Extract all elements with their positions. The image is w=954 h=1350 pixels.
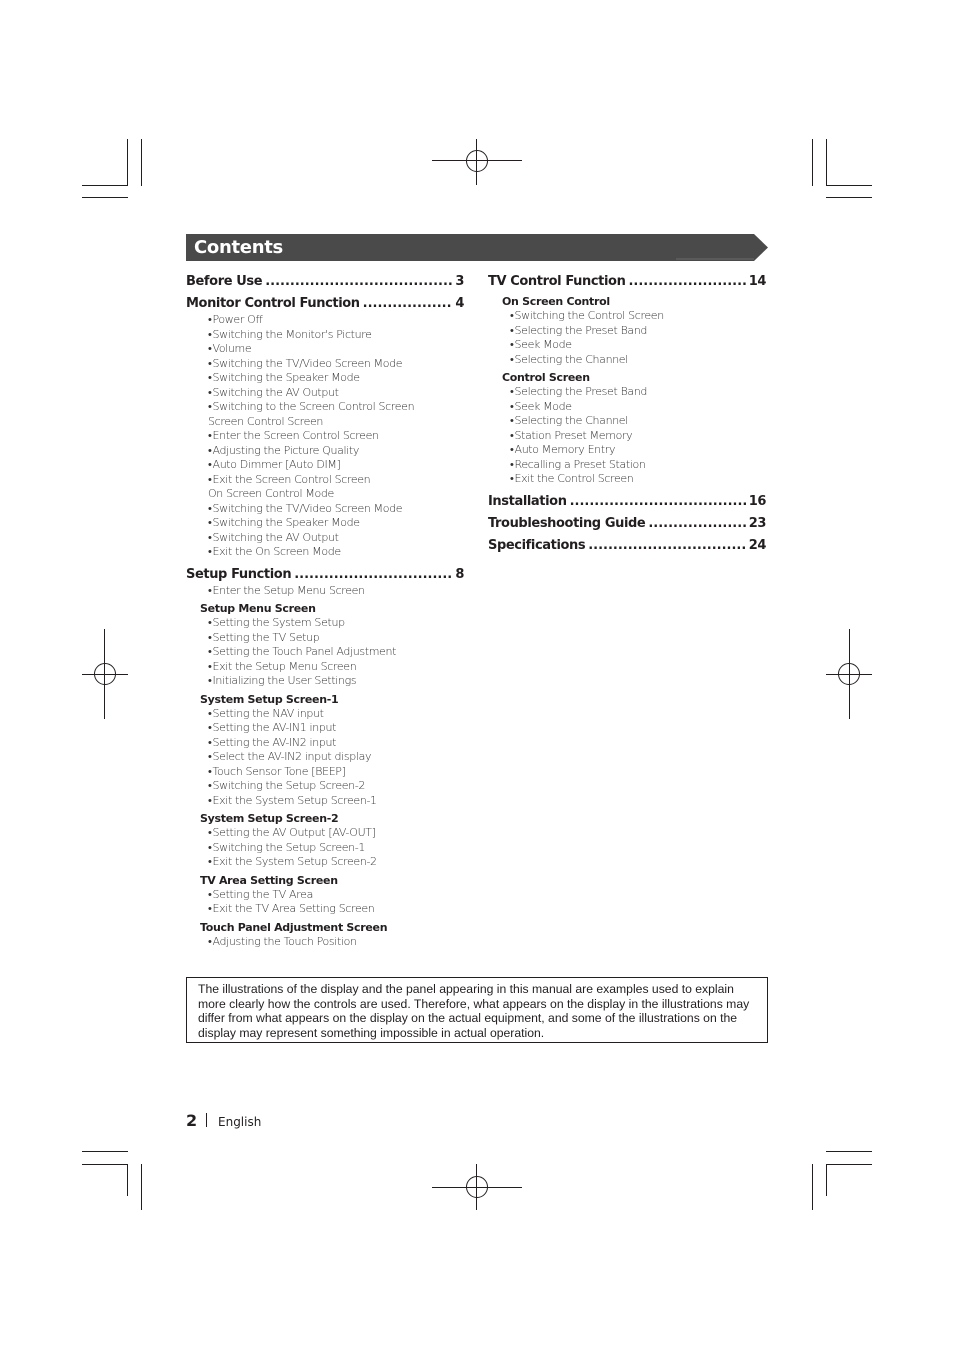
toc-item: • Switching the TV/Video Screen Mode — [208, 502, 464, 517]
toc-item: • Selecting the Preset Band — [510, 385, 766, 400]
toc-item: • Adjusting the Touch Position — [208, 935, 464, 950]
toc-item: • Exit the Control Screen — [510, 472, 766, 487]
toc-section — [488, 537, 766, 555]
toc-subsection: Setup Menu Screen — [200, 602, 316, 615]
toc-left-column — [186, 273, 464, 949]
toc-section — [488, 493, 766, 511]
toc-item: • Switching the Monitor's Picture — [208, 328, 464, 343]
toc-subsection: TV Area Setting Screen — [200, 873, 338, 887]
page-title: Contents — [194, 237, 283, 258]
toc-section-title: Installation — [488, 493, 567, 509]
toc-subsection: System Setup Screen-2 — [200, 812, 339, 825]
toc-section-title: Troubleshooting Guide — [488, 515, 646, 531]
toc-section — [186, 295, 464, 313]
toc-item: • Switching the Control Screen — [510, 309, 766, 324]
footer-separator — [206, 1113, 207, 1127]
toc-item: • Select the AV-IN2 input display — [208, 750, 464, 765]
toc-item: • Switching the Speaker Mode — [208, 371, 464, 386]
toc-item: • Station Preset Memory — [510, 429, 766, 444]
toc-item: • Power Off — [208, 313, 464, 328]
toc-section — [186, 273, 464, 291]
toc-section — [186, 566, 464, 584]
toc-item: • Exit the Screen Control Screen — [208, 473, 464, 488]
dot-leader — [363, 295, 453, 313]
toc-item: • Switching the Speaker Mode — [208, 516, 464, 531]
crop-mark — [826, 185, 872, 186]
dot-leader — [570, 493, 746, 511]
toc-item: • Setting the TV Area — [208, 888, 464, 903]
crop-mark — [812, 1164, 813, 1210]
toc-item: • Recalling a Preset Station — [510, 458, 766, 473]
toc-item: • Exit the System Setup Screen-2 — [208, 855, 464, 870]
toc-section-title: Before Use — [186, 274, 263, 289]
toc-item: • Exit the TV Area Setting Screen — [208, 902, 464, 917]
toc-item: • Initializing the User Settings — [208, 674, 464, 689]
toc-item: • Touch Sensor Tone [BEEP] — [208, 765, 464, 780]
toc-section-title: Monitor Control Function — [186, 296, 360, 311]
toc-item: • Seek Mode — [510, 400, 766, 415]
crop-mark — [826, 139, 827, 186]
toc-section — [488, 515, 766, 533]
toc-item: • Volume — [208, 342, 464, 357]
crop-mark — [82, 197, 128, 198]
toc-page-number: 16 — [748, 493, 766, 509]
toc-item: • Adjusting the Picture Quality — [208, 444, 464, 459]
toc-item: • Switching the Setup Screen-1 — [208, 841, 464, 856]
toc-item: • Enter the Setup Menu Screen — [208, 584, 464, 599]
toc-item: • Auto Dimmer [Auto DIM] — [208, 458, 464, 473]
toc-section-title: TV Control Function — [488, 274, 626, 289]
toc-item: • Exit the Setup Menu Screen — [208, 660, 464, 675]
toc-item: • Selecting the Channel — [510, 414, 766, 429]
toc-item: • Switching the Setup Screen-2 — [208, 779, 464, 794]
toc-subsection: Control Screen — [502, 371, 590, 384]
crop-mark — [826, 1164, 872, 1165]
toc-section — [488, 273, 766, 291]
toc-subsection: On Screen Control — [502, 295, 610, 308]
toc-item: • Setting the AV Output [AV-OUT] — [208, 826, 464, 841]
toc-item: • Setting the AV-IN1 input — [208, 721, 464, 736]
toc-page-number: 24 — [748, 537, 766, 553]
dot-leader — [588, 537, 745, 555]
toc-item: • Enter the Screen Control Screen — [208, 429, 464, 444]
toc-subsection: Touch Panel Adjustment Screen — [200, 920, 388, 934]
toc-item: • Seek Mode — [510, 338, 766, 353]
crop-mark — [127, 139, 128, 186]
toc-item: • Selecting the Channel — [510, 353, 766, 368]
illustration-notice: The illustrations of the display and the panel appearing in this manual are examples used to explain more clearly how the controls are used. Therefore, what appears on the display in the illustrations may differ from what appears on the display on the actual equipment, and some of the illustrations on the display may represent something impossible in actual operation. — [186, 977, 768, 1043]
crop-mark — [127, 1164, 128, 1196]
toc-plain-item: On Screen Control Mode — [208, 487, 334, 500]
toc-item: • Exit the On Screen Mode — [208, 545, 464, 560]
toc-item: • Exit the System Setup Screen-1 — [208, 794, 464, 809]
toc-section-title: Specifications — [488, 537, 586, 553]
toc-page-number: 23 — [748, 515, 766, 531]
toc-item: • Switching the AV Output — [208, 386, 464, 401]
dot-leader — [294, 566, 452, 584]
crop-mark — [812, 139, 813, 186]
footer-language: English — [218, 1115, 262, 1129]
crop-mark — [82, 1151, 128, 1152]
toc-item: • Auto Memory Entry — [510, 443, 766, 458]
crop-mark — [141, 139, 142, 186]
toc-item: • Selecting the Preset Band — [510, 324, 766, 339]
toc-page-number: 14 — [748, 274, 766, 289]
dot-leader — [628, 273, 745, 291]
dot-leader — [648, 515, 745, 533]
toc-item: • Switching the TV/Video Screen Mode — [208, 357, 464, 372]
dot-leader — [265, 273, 452, 291]
toc-item: • Setting the AV-IN2 input — [208, 736, 464, 751]
toc-right-column — [488, 273, 766, 555]
toc-page-number: 3 — [455, 274, 464, 289]
toc-plain-item: Screen Control Screen — [208, 414, 324, 428]
toc-subsection: System Setup Screen-1 — [200, 692, 339, 706]
page-number: 2 — [186, 1111, 198, 1130]
toc-section-title: Setup Function — [186, 566, 292, 582]
crop-mark — [82, 1164, 128, 1165]
toc-item: • Setting the Touch Panel Adjustment — [208, 645, 464, 660]
toc-page-number: 4 — [455, 296, 464, 311]
crop-mark — [826, 197, 872, 198]
toc-item: • Switching to the Screen Control Screen — [208, 400, 464, 415]
crop-mark — [82, 185, 128, 186]
contents-banner — [186, 234, 768, 261]
toc-item: • Setting the System Setup — [208, 616, 464, 631]
crop-mark — [141, 1164, 142, 1210]
crop-mark — [826, 1151, 872, 1152]
crop-mark — [826, 1164, 827, 1196]
toc-item: • Setting the NAV input — [208, 707, 464, 722]
toc-item: • Switching the AV Output — [208, 531, 464, 546]
toc-item: • Setting the TV Setup — [208, 631, 464, 646]
toc-page-number: 8 — [455, 566, 464, 582]
